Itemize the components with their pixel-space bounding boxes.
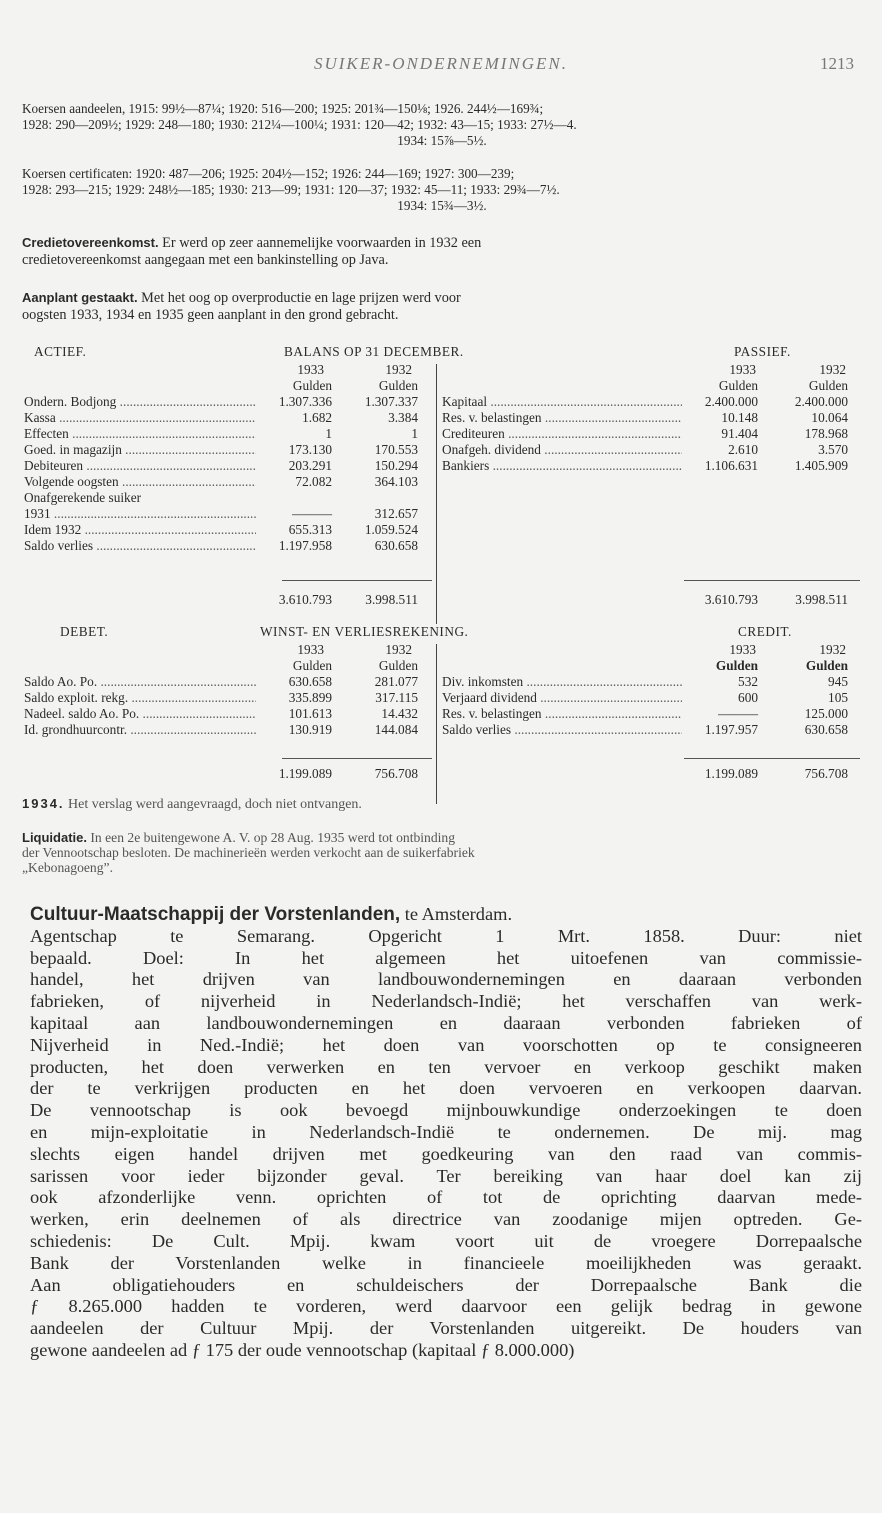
credietovereenkomst-paragraph xyxy=(22,234,862,269)
row-label: Id. grondhuurcontr. ..... xyxy=(24,722,256,738)
row-label: Bankiers ..... xyxy=(442,458,682,474)
balans-total-left-1932: 3.998.511 xyxy=(365,592,418,607)
balans-rows xyxy=(24,394,860,554)
value-1932: 3.384 xyxy=(388,410,418,425)
balans-total-right-1933: 3.610.793 xyxy=(704,592,758,607)
body-line: ƒ 8.265.000 hadden te vorderen, werd daarvoor een gelijk bedrag in gewone xyxy=(30,1296,862,1317)
koersen-aandeelen-line: 1928: 290—209½; 1929: 248—180; 1930: 212¼—100¼; 1931: 120—42; 1932: 43—15; 1933: 27½—4. xyxy=(22,117,577,132)
debet-title: DEBET. xyxy=(60,624,109,639)
table-row xyxy=(24,490,860,506)
balans-title: BALANS OP 31 DECEMBER. xyxy=(284,344,464,359)
body-line: aandeelen der Cultuur Mpij. der Vorstenlanden uitgereikt. De houders van xyxy=(30,1318,862,1339)
value-1932: 630.658 xyxy=(374,538,418,553)
koersen-aandeelen xyxy=(22,101,862,149)
table-row xyxy=(24,674,860,690)
value-1933: 600 xyxy=(738,690,758,705)
running-title: SUIKER-ONDERNEMINGEN. xyxy=(313,54,568,73)
unit-label: Gulden xyxy=(715,658,758,673)
value-1932: 1 xyxy=(411,426,418,441)
value-1933: 532 xyxy=(738,674,758,689)
value-1933: 630.658 xyxy=(288,674,332,689)
credietovereenkomst-text: Er werd op zeer aannemelijke voorwaarden in 1932 een xyxy=(162,235,482,251)
year-label: 1933 xyxy=(729,362,756,377)
company-name: Cultuur-Maatschappij der Vorstenlanden, xyxy=(30,904,401,925)
winst-total-left-1932: 756.708 xyxy=(374,766,418,781)
row-label: Div. inkomsten ..... xyxy=(442,674,682,690)
liquidatie-text: In een 2e buitengewone A. V. op 28 Aug. 1935 werd tot ontbinding xyxy=(90,830,456,845)
koersen-aandeelen-line: Koersen aandeelen, 1915: 99½—87¼; 1920: 516—200; 1925: 201¾—150⅛; 1926. 244½—169¾; xyxy=(22,101,544,116)
value-1933: 335.899 xyxy=(288,690,332,705)
value-1932: 1.307.337 xyxy=(364,394,418,409)
credietovereenkomst-text: credietovereenkomst aangegaan met een bankinstelling op Java. xyxy=(22,252,389,268)
year-label: 1932 xyxy=(819,362,846,377)
unit-label: Gulden xyxy=(378,658,418,673)
value-1932: 178.968 xyxy=(804,426,848,441)
body-line: Aan obligatiehouders en schuldeischers der Dorrepaalsche Bank die xyxy=(30,1274,862,1295)
table-row xyxy=(24,706,860,722)
value-1933: 1.197.957 xyxy=(704,722,758,737)
row-label: Debiteuren ..... xyxy=(24,458,256,474)
value-1933: 1.197.958 xyxy=(278,538,332,553)
page-number: 1213 xyxy=(820,54,854,73)
balans-table xyxy=(24,344,860,607)
row-label: Effecten ..... xyxy=(24,426,256,442)
row-label: Saldo Ao. Po. ..... xyxy=(24,674,256,690)
liquidatie-paragraph xyxy=(22,830,862,875)
unit-label: Gulden xyxy=(292,378,332,393)
running-header xyxy=(0,54,882,80)
body-line: fabrieken, of nijverheid in Nederlandsch-Indië; het verschaffen van werk- xyxy=(30,991,862,1012)
value-1933: 130.919 xyxy=(288,722,332,737)
value-1932: 1.405.909 xyxy=(794,458,848,473)
value-1932: 281.077 xyxy=(374,674,418,689)
row-label: Saldo exploit. rekg. ..... xyxy=(24,690,256,706)
body-line: kapitaal aan landbouwondernemingen en daaraan verbonden fabrieken of xyxy=(30,1012,862,1033)
table-row xyxy=(24,394,860,410)
koersen-certificaten-line: 1934: 15¾—3½. xyxy=(397,198,487,213)
koersen-aandeelen-line: 1934: 15⅞—5½. xyxy=(397,133,487,148)
table-row xyxy=(24,474,860,490)
koersen-certificaten-line: 1928: 293—215; 1929: 248½—185; 1930: 213—99; 1931: 120—37; 1932: 45—11; 1933: 29¾—7½. xyxy=(22,182,560,197)
unit-label: Gulden xyxy=(292,658,332,673)
row-label: Res. v. belastingen ..... xyxy=(442,410,682,426)
row-label: Goed. in magazijn ..... xyxy=(24,442,256,458)
value-1932: 10.064 xyxy=(811,410,848,425)
cultuur-lines xyxy=(30,926,862,1362)
unit-label: Gulden xyxy=(805,658,848,673)
value-1933: 2.400.000 xyxy=(704,394,758,409)
body-line: ook afzonderlijke venn. oprichten of tot de oprichting daarvan mede- xyxy=(30,1187,862,1208)
balans-total-right-1932: 3.998.511 xyxy=(795,592,848,607)
aanplant-text: Met het oog op overproductie en lage prijzen werd voor xyxy=(141,290,461,306)
table-row xyxy=(24,426,860,442)
value-1933: ——— xyxy=(292,506,332,521)
value-1933: 1.682 xyxy=(302,410,332,425)
row-label: Nadeel. saldo Ao. Po. ..... xyxy=(24,706,256,722)
row-label: Crediteuren ..... xyxy=(442,426,682,442)
row-label: Kapitaal ..... xyxy=(442,394,682,410)
table-row xyxy=(24,690,860,706)
winst-table xyxy=(24,624,860,781)
value-1933: 203.291 xyxy=(288,458,332,473)
value-1932: 150.294 xyxy=(374,458,418,473)
cultuur-paragraph xyxy=(30,904,862,1362)
row-label: Volgende oogsten ..... xyxy=(24,474,256,490)
winst-total-left-1933: 1.199.089 xyxy=(278,766,332,781)
credit-title: CREDIT. xyxy=(738,624,792,639)
row-label: Saldo verlies ..... xyxy=(24,538,256,554)
table-row xyxy=(24,442,860,458)
liquidatie-text: „Kebonagoeng”. xyxy=(22,860,113,875)
value-1932: 170.553 xyxy=(374,442,418,457)
row-label: Onafgerekende suiker xyxy=(24,490,142,505)
value-1932: 144.084 xyxy=(374,722,418,737)
year-label: 1933 xyxy=(297,362,324,377)
row-label: Kassa ..... xyxy=(24,410,256,426)
passief-title: PASSIEF. xyxy=(734,344,791,359)
body-line: schiedenis: De Cult. Mpij. kwam voort uit de vroegere Dorrepaalsche xyxy=(30,1230,862,1251)
body-line: werken, erin deelnemen of als directrice van zoodanige mijen optreden. Ge- xyxy=(30,1209,862,1230)
aanplant-text: oogsten 1933, 1934 en 1935 geen aanplant in den grond gebracht. xyxy=(22,307,399,323)
value-1933: 173.130 xyxy=(288,442,332,457)
body-line: te Amsterdam. xyxy=(400,904,513,924)
body-line: Agentschap te Semarang. Opgericht 1 Mrt. 1858. Duur: niet xyxy=(30,925,862,946)
value-1932: 2.400.000 xyxy=(794,394,848,409)
aanplant-paragraph xyxy=(22,289,862,324)
value-1932: 125.000 xyxy=(804,706,848,721)
row-label: Ondern. Bodjong ..... xyxy=(24,394,256,410)
unit-label: Gulden xyxy=(378,378,418,393)
body-line: slechts eigen handel drijven met goedkeuring van den raad van commis- xyxy=(30,1143,862,1164)
row-label: Verjaard dividend ..... xyxy=(442,690,682,706)
unit-label: Gulden xyxy=(718,378,758,393)
actief-title: ACTIEF. xyxy=(34,344,87,359)
row-label: Saldo verlies ..... xyxy=(442,722,682,738)
year-label: 1933 xyxy=(729,642,756,657)
value-1933: 2.610 xyxy=(728,442,758,457)
body-line: gewone aandeelen ad ƒ 175 der oude vennootschap (kapitaal ƒ 8.000.000) xyxy=(30,1339,575,1360)
value-1933: 1.106.631 xyxy=(704,458,758,473)
body-line: Bank der Vorstenlanden welke in financieele moeilijkheden was geraakt. xyxy=(30,1252,862,1273)
value-1932: 1.059.524 xyxy=(364,522,418,537)
value-1933: 72.082 xyxy=(295,474,332,489)
row-label: Res. v. belastingen ..... xyxy=(442,706,682,722)
aanplant-label: Aanplant gestaakt. xyxy=(22,290,138,305)
value-1932: 3.570 xyxy=(818,442,848,457)
value-1933: ——— xyxy=(718,706,758,721)
table-row xyxy=(24,538,860,554)
body-line: producten, het doen verwerken en ten vervoer en verkoop geschikt maken xyxy=(30,1056,862,1077)
body-line: en mijn-exploitatie in Nederlandsch-Indië te ondernemen. De mij. mag xyxy=(30,1121,862,1142)
table-row xyxy=(24,722,860,738)
year-label: 1933 xyxy=(297,642,324,657)
credietovereenkomst-label: Credietovereenkomst. xyxy=(22,235,159,250)
body-line: De vennootschap is ook bevoegd mijnbouwkundige onderzoekingen te doen xyxy=(30,1100,862,1121)
value-1933: 10.148 xyxy=(721,410,758,425)
body-line: der te verkrijgen producten en het doen vervoeren en verkoopen daarvan. xyxy=(30,1078,862,1099)
liquidatie-text: der Vennootschap besloten. De machinerieën werden verkocht aan de suikerfabriek xyxy=(22,845,475,860)
value-1933: 1 xyxy=(325,426,332,441)
value-1932: 317.115 xyxy=(375,690,418,705)
verslag-1934-text: Het verslag werd aangevraagd, doch niet ontvangen. xyxy=(68,797,362,812)
koersen-certificaten-line: Koersen certificaten: 1920: 487—206; 1925: 204½—152; 1926: 244—169; 1927: 300—239; xyxy=(22,166,515,181)
value-1932: 14.432 xyxy=(381,706,418,721)
body-line: handel, het drijven van landbouwondernemingen en daaraan verbonden xyxy=(30,969,862,990)
body-line: bepaald. Doel: In het algemeen het uitoefenen van commissie- xyxy=(30,947,862,968)
winst-total-right-1932: 756.708 xyxy=(804,766,848,781)
value-1932: 364.103 xyxy=(374,474,418,489)
year-label: 1932 xyxy=(385,642,412,657)
winst-title: WINST- EN VERLIESREKENING. xyxy=(260,624,469,639)
balans-total-left-1933: 3.610.793 xyxy=(278,592,332,607)
year-1934-label: 1934. xyxy=(22,796,65,811)
value-1932: 945 xyxy=(828,674,848,689)
body-line: sarissen voor ieder bijzonder geval. Ter bereiking van haar doel kan zij xyxy=(30,1165,862,1186)
table-row xyxy=(24,410,860,426)
value-1933: 1.307.336 xyxy=(278,394,332,409)
winst-total-right-1933: 1.199.089 xyxy=(704,766,758,781)
winst-rows xyxy=(24,674,860,738)
unit-label: Gulden xyxy=(808,378,848,393)
verslag-1934 xyxy=(22,795,862,813)
table-row xyxy=(24,506,860,522)
value-1933: 655.313 xyxy=(288,522,332,537)
year-label: 1932 xyxy=(819,642,846,657)
body-line: Nijverheid in Ned.-Indië; het doen van voorschotten op te consigneeren xyxy=(30,1034,862,1055)
value-1933: 101.613 xyxy=(288,706,332,721)
value-1932: 312.657 xyxy=(374,506,418,521)
year-label: 1932 xyxy=(385,362,412,377)
row-label: Idem 1932 ..... xyxy=(24,522,256,538)
value-1933: 91.404 xyxy=(721,426,758,441)
koersen-certificaten xyxy=(22,166,862,214)
table-row xyxy=(24,458,860,474)
table-row xyxy=(24,522,860,538)
row-label: 1931 ..... xyxy=(24,506,256,522)
liquidatie-label: Liquidatie. xyxy=(22,830,87,845)
value-1932: 105 xyxy=(828,690,848,705)
row-label: Onafgeh. dividend ..... xyxy=(442,442,682,458)
value-1932: 630.658 xyxy=(804,722,848,737)
